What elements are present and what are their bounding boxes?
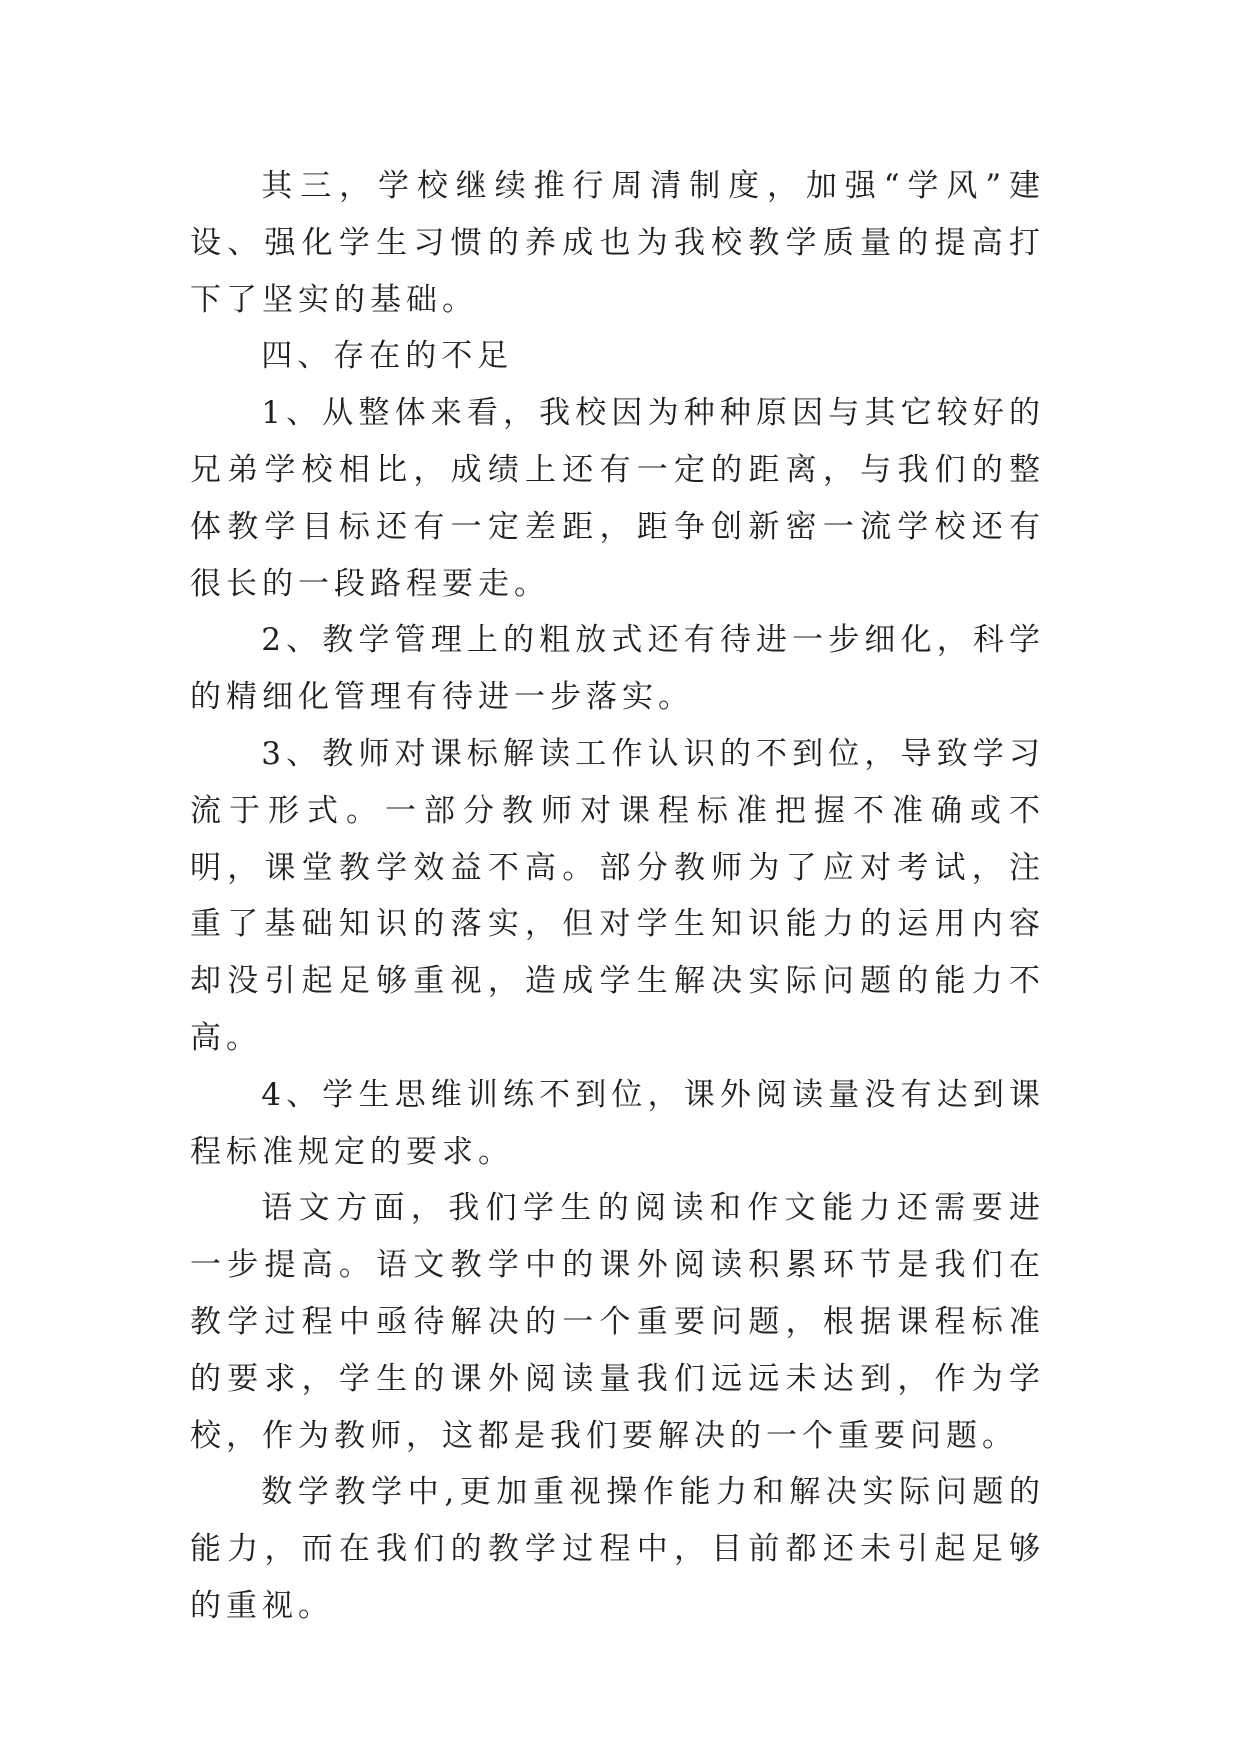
paragraph-point-1: 1、从整体来看，我校因为种种原因与其它较好的兄弟学校相比，成绩上还有一定的距离，与我们的整体教学目标还有一定差距，距争创新密一流学校还有很长的一段路程要走。 xyxy=(190,395,1045,602)
section-heading-shortcomings: 四、存在的不足 xyxy=(261,338,514,375)
paragraph-point-2: 2、教学管理上的粗放式还有待进一步细化，科学的精细化管理有待进一步落实。 xyxy=(190,622,1045,716)
paragraph-math-subject: 数学教学中,更加重视操作能力和解决实际问题的能力，而在我们的教学过程中，目前都还未引起足够的重视。 xyxy=(190,1474,1045,1624)
paragraph-point-4: 4、学生思维训练不到位，课外阅读量没有达到课程标准规定的要求。 xyxy=(190,1076,1045,1170)
paragraph-chinese-subject: 语文方面，我们学生的阅读和作文能力还需要进一步提高。语文教学中的课外阅读积累环节是我们在教学过程中亟待解决的一个重要问题，根据课程标准的要求，学生的课外阅读量我们远远未达到，作为学校，作为教师，这都是我们要解决的一个重要问题。 xyxy=(190,1190,1045,1454)
document-body xyxy=(190,158,1045,1635)
paragraph-point-3: 3、教师对课标解读工作认识的不到位，导致学习流于形式。一部分教师对课程标准把握不准确或不明，课堂教学效益不高。部分教师为了应对考试，注重了基础知识的落实，但对学生知识能力的运用内容却没引起足够重视，造成学生解决实际问题的能力不高。 xyxy=(190,735,1045,1056)
paragraph-school-weekly-system: 其三，学校继续推行周清制度，加强“学风”建设、强化学生习惯的养成也为我校教学质量的提高打下了坚实的基础。 xyxy=(190,168,1045,318)
